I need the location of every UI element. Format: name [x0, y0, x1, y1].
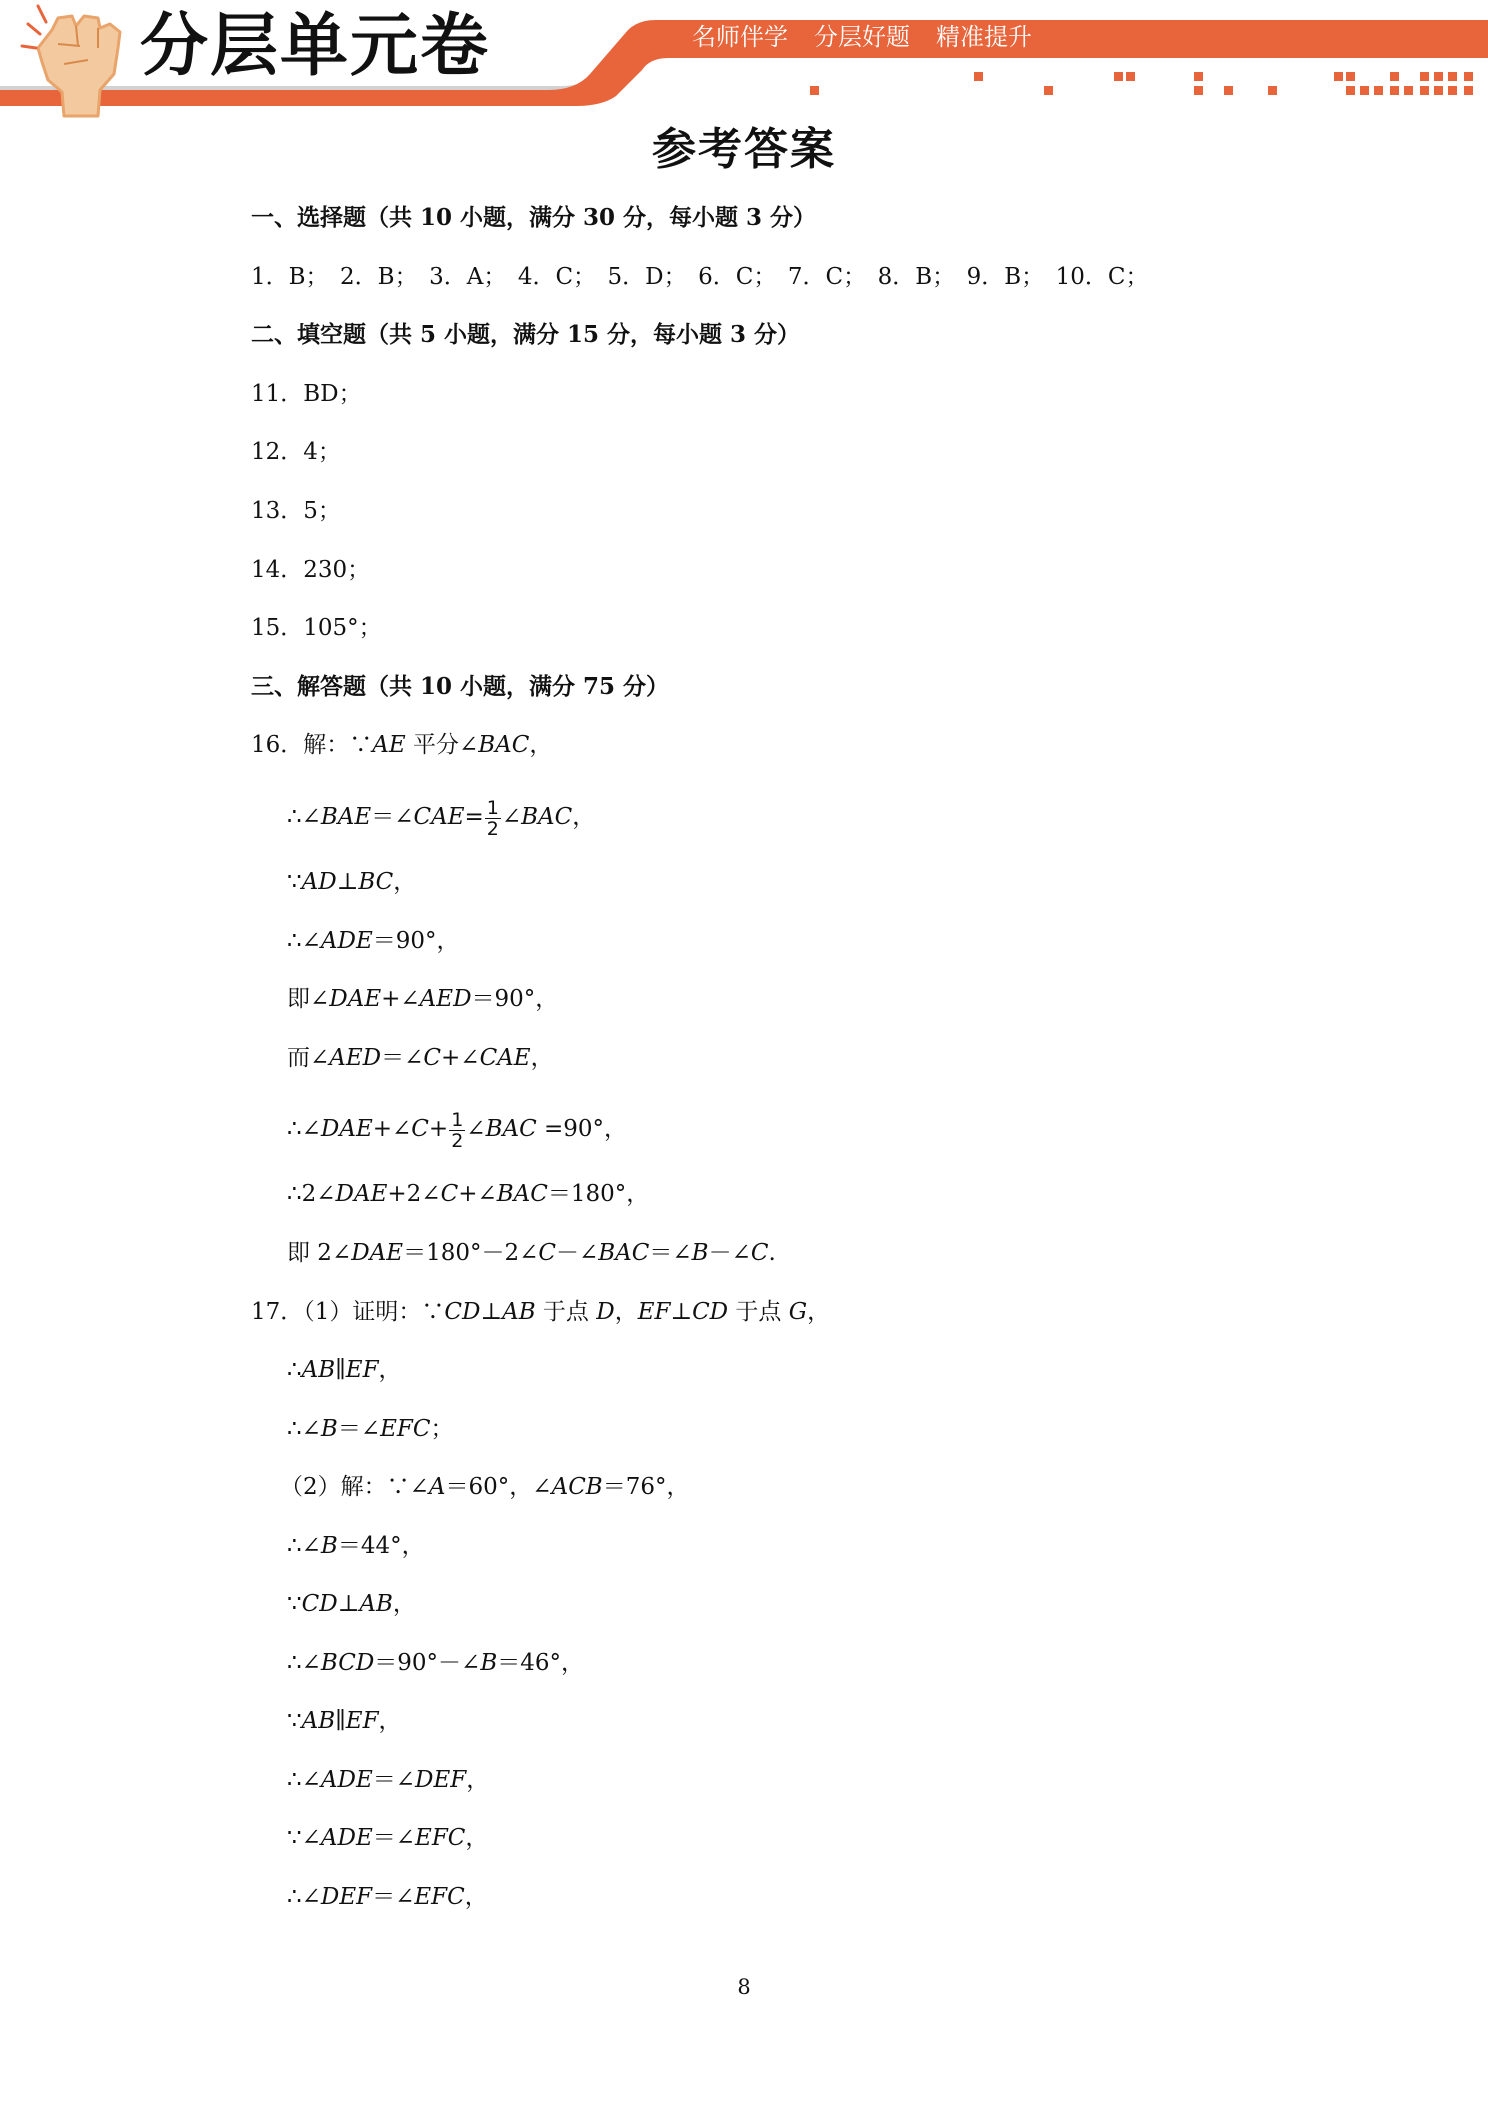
q16-line: 16．解：∵AE 平分∠BAC， — [251, 732, 553, 758]
header-slogan — [692, 22, 1058, 52]
fraction-one-half: $\frac{1}{2}$ — [486, 796, 499, 840]
q17-line: ∴∠B＝∠EFC； — [287, 1416, 454, 1442]
q16-line: ∴2∠DAE+2∠C+∠BAC＝180°， — [287, 1181, 650, 1207]
q17-line: ∴∠B＝44°， — [287, 1533, 425, 1559]
q17-line: ∵∠ADE＝∠EFC， — [287, 1825, 489, 1851]
page-title: 参考答案 — [652, 124, 836, 175]
q16-line: ∵AD⊥BC， — [287, 869, 417, 895]
section-heading-fill: 二、填空题（共 5 小题，满分 15 分，每小题 3 分） — [251, 321, 801, 348]
page-number: 8 — [737, 1975, 751, 1999]
fill-answer: 14．230； — [251, 557, 371, 583]
q17-line: 17．（1）证明：∵CD⊥AB 于点 D，EF⊥CD 于点 G， — [251, 1299, 831, 1325]
q16-line: ∴∠DAE+∠C+ $\frac{1}{2}$ ∠BAC =90°， — [287, 1108, 628, 1152]
q17-line: ∴∠ADE＝∠DEF， — [287, 1767, 490, 1793]
brand-title: 分层单元卷 — [140, 7, 491, 86]
q17-line: ∴∠BCD＝90°－∠B＝46°， — [287, 1650, 585, 1676]
q17-line: ∴∠DEF＝∠EFC， — [287, 1884, 488, 1910]
q16-line: 而∠AED＝∠C+∠CAE， — [287, 1045, 554, 1071]
q16-line: 即 2∠DAE＝180°－2∠C－∠BAC＝∠B－∠C. — [287, 1240, 776, 1266]
q16-line: ∴∠ADE＝90°， — [287, 928, 460, 954]
fraction-one-half: $\frac{1}{2}$ — [451, 1108, 464, 1152]
fill-answer: 11．BD； — [251, 381, 362, 407]
slogan-item: 名师伴学 — [692, 23, 788, 51]
q17-line: ∴AB∥EF， — [287, 1357, 402, 1383]
q17-line: （2）解：∵∠A＝60°，∠ACB＝76°， — [280, 1474, 690, 1500]
fill-answer: 12．4； — [251, 439, 341, 465]
slogan-item: 分层好题 — [814, 23, 910, 51]
q17-line: ∵CD⊥AB， — [287, 1591, 416, 1617]
fill-answer: 13．5； — [251, 498, 341, 524]
page-header — [0, 0, 1488, 130]
q17-line: ∵AB∥EF， — [287, 1708, 402, 1734]
q16-line: 即∠DAE+∠AED＝90°， — [287, 986, 559, 1012]
section-heading-choice: 一、选择题（共 10 小题，满分 30 分，每小题 3 分） — [251, 204, 817, 231]
choice-answers: 1．B； 2．B； 3．A； 4．C； 5．D； 6．C； 7．C； 8．B； 9．B； 10．C； — [251, 264, 1149, 290]
fill-answer: 15．105°； — [251, 615, 382, 641]
section-heading-solve: 三、解答题（共 10 小题，满分 75 分） — [251, 673, 670, 700]
slogan-item: 精准提升 — [936, 23, 1032, 51]
q16-line: ∴∠BAE＝∠CAE= $\frac{1}{2}$ ∠BAC， — [287, 796, 596, 840]
